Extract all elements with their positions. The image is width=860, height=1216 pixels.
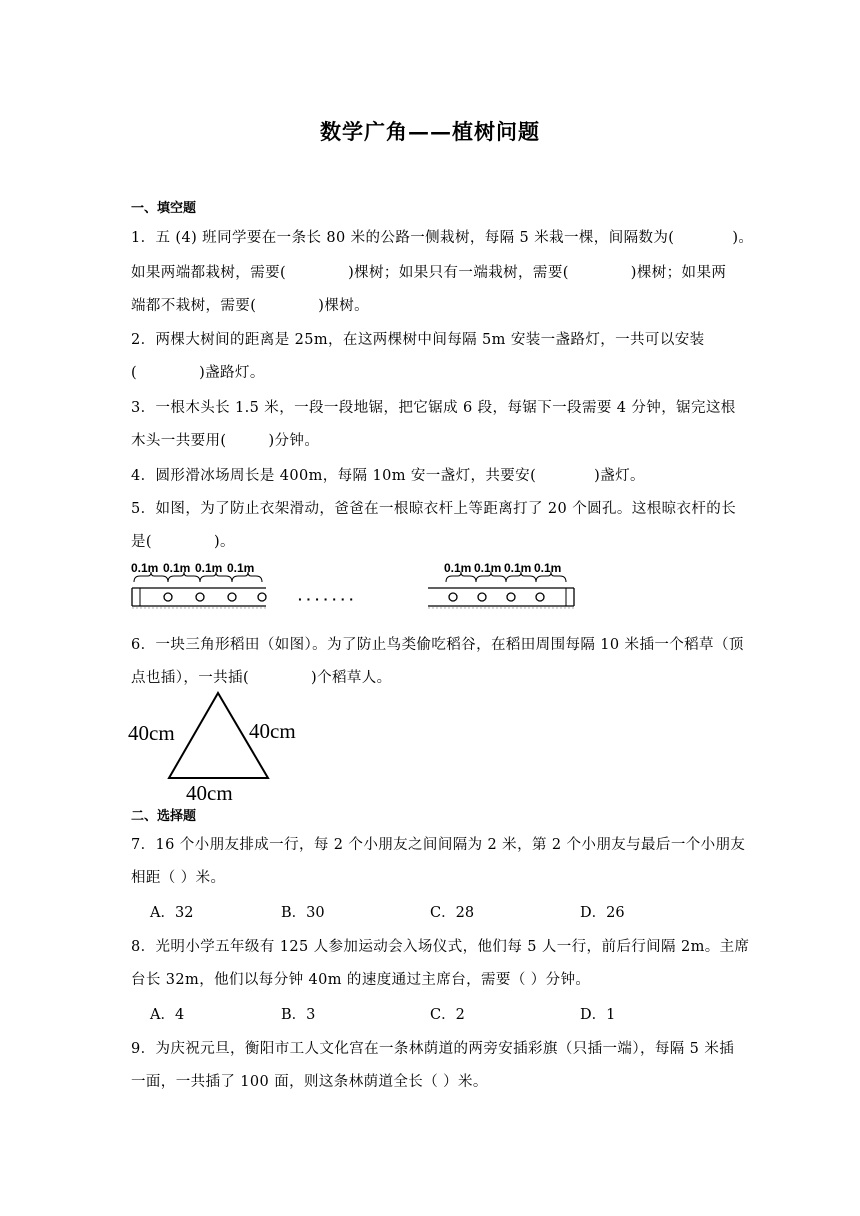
question-1-text: 如果两端都栽树，需要( [131, 265, 287, 281]
section-heading-fill: 一、填空题 [131, 201, 197, 216]
ellipsis-dots: · · · · · · · [298, 591, 354, 607]
question-5-text: 是( [131, 534, 152, 550]
segment-label: 0.1m [227, 561, 255, 575]
question-1-text: )棵树。 [318, 298, 370, 314]
question-6-line-2 [131, 666, 392, 687]
section-heading-choice: 二、选择题 [131, 809, 197, 824]
question-1-text: )棵树；如果两 [630, 265, 727, 281]
question-5-text: )。 [213, 534, 235, 550]
option-b[interactable]: B．30 [281, 905, 325, 921]
rod-hole [258, 593, 266, 601]
question-1-text: )棵树；如果只有一端栽树，需要( [348, 265, 569, 281]
question-9-line-2: 一面，一共插了 100 面，则这条林荫道全长（ ）米。 [131, 1074, 488, 1090]
page-title: 数学广角——植树问题 [320, 119, 540, 144]
triangle-left-label: 40cm [128, 721, 175, 745]
option-b[interactable]: B．3 [281, 1007, 316, 1023]
question-8-line-2: 台长 32m，他们以每分钟 40m 的速度通过主席台，需要（ ）分钟。 [131, 972, 591, 988]
segment-label: 0.1m [131, 561, 159, 575]
question-6-text: )个稻草人。 [311, 670, 392, 686]
question-5-line-2 [131, 530, 235, 551]
rod-hole [196, 593, 204, 601]
question-9-line-1: 9．为庆祝元旦，衡阳市工人文化宫在一条林荫道的两旁安插彩旗（只插一端），每隔 5 米插 [131, 1041, 735, 1057]
question-1-line-1 [131, 226, 753, 247]
question-6-line-1: 6．一块三角形稻田（如图）。为了防止鸟类偷吃稻谷，在稻田周围每隔 10 米插一个稻草（顶 [131, 637, 744, 653]
rod-hole [536, 593, 544, 601]
option-d[interactable]: D．26 [580, 905, 625, 921]
segment-label: 0.1m [195, 561, 223, 575]
segment-label: 0.1m [163, 561, 191, 575]
triangle-bottom-label: 40cm [186, 781, 233, 804]
question-1-line-2 [131, 261, 726, 282]
question-4-text: 4．圆形滑冰场周长是 400m，每隔 10m 安一盏灯，共要安( [131, 468, 537, 484]
question-3-text: )分钟。 [268, 433, 320, 449]
question-2-text: ( [131, 365, 138, 381]
clothes-rod-figure [128, 558, 580, 614]
segment-label: 0.1m [504, 561, 532, 575]
rod-hole [507, 593, 515, 601]
question-4-line-1 [131, 464, 645, 485]
segment-label: 0.1m [444, 561, 472, 575]
segment-label: 0.1m [534, 561, 562, 575]
question-7-line-2: 相距（ ）米。 [131, 870, 226, 886]
question-2-line-1: 2．两棵大树间的距离是 25m，在这两棵树中间每隔 5m 安装一盏路灯，一共可以安装 [131, 332, 705, 348]
option-a[interactable]: A．4 [150, 1007, 185, 1023]
option-a[interactable]: A．32 [150, 905, 194, 921]
option-c[interactable]: C．2 [430, 1007, 465, 1023]
rod-hole [228, 593, 236, 601]
question-1-text: 端都不栽树，需要( [131, 298, 257, 314]
question-6-text: 点也插），一共插( [131, 670, 250, 686]
question-3-line-1: 3．一根木头长 1.5 米，一段一段地锯，把它锯成 6 段，每锯下一段需要 4 分钟，锯完这根 [131, 400, 736, 416]
option-d[interactable]: D．1 [580, 1007, 616, 1023]
question-3-text: 木头一共要用( [131, 433, 227, 449]
question-7-line-1: 7．16 个小朋友排成一行，每 2 个小朋友之间间隔为 2 米，第 2 个小朋友与最后一个小朋友 [131, 837, 746, 853]
question-3-line-2 [131, 429, 319, 450]
rod-hole [164, 593, 172, 601]
question-2-line-2 [131, 361, 265, 382]
question-1-text: 1．五 (4) 班同学要在一条长 80 米的公路一侧栽树，每隔 5 米栽一棵，间隔数为( [131, 230, 675, 246]
rod-hole [478, 593, 486, 601]
question-1-text: )。 [732, 230, 754, 246]
triangle-right-label: 40cm [249, 719, 296, 743]
segment-label: 0.1m [474, 561, 502, 575]
option-c[interactable]: C．28 [430, 905, 475, 921]
triangle-figure [126, 688, 316, 804]
question-1-line-3 [131, 294, 369, 315]
question-8-line-1: 8．光明小学五年级有 125 人参加运动会入场仪式，他们每 5 人一行，前后行间隔 2m。主席 [131, 939, 750, 955]
rod-hole [449, 593, 457, 601]
question-2-text: )盏路灯。 [199, 365, 265, 381]
question-5-line-1: 5．如图，为了防止衣架滑动，爸爸在一根晾衣杆上等距离打了 20 个圆孔。这根晾衣杆的长 [131, 501, 737, 517]
question-4-text: )盏灯。 [594, 468, 645, 484]
